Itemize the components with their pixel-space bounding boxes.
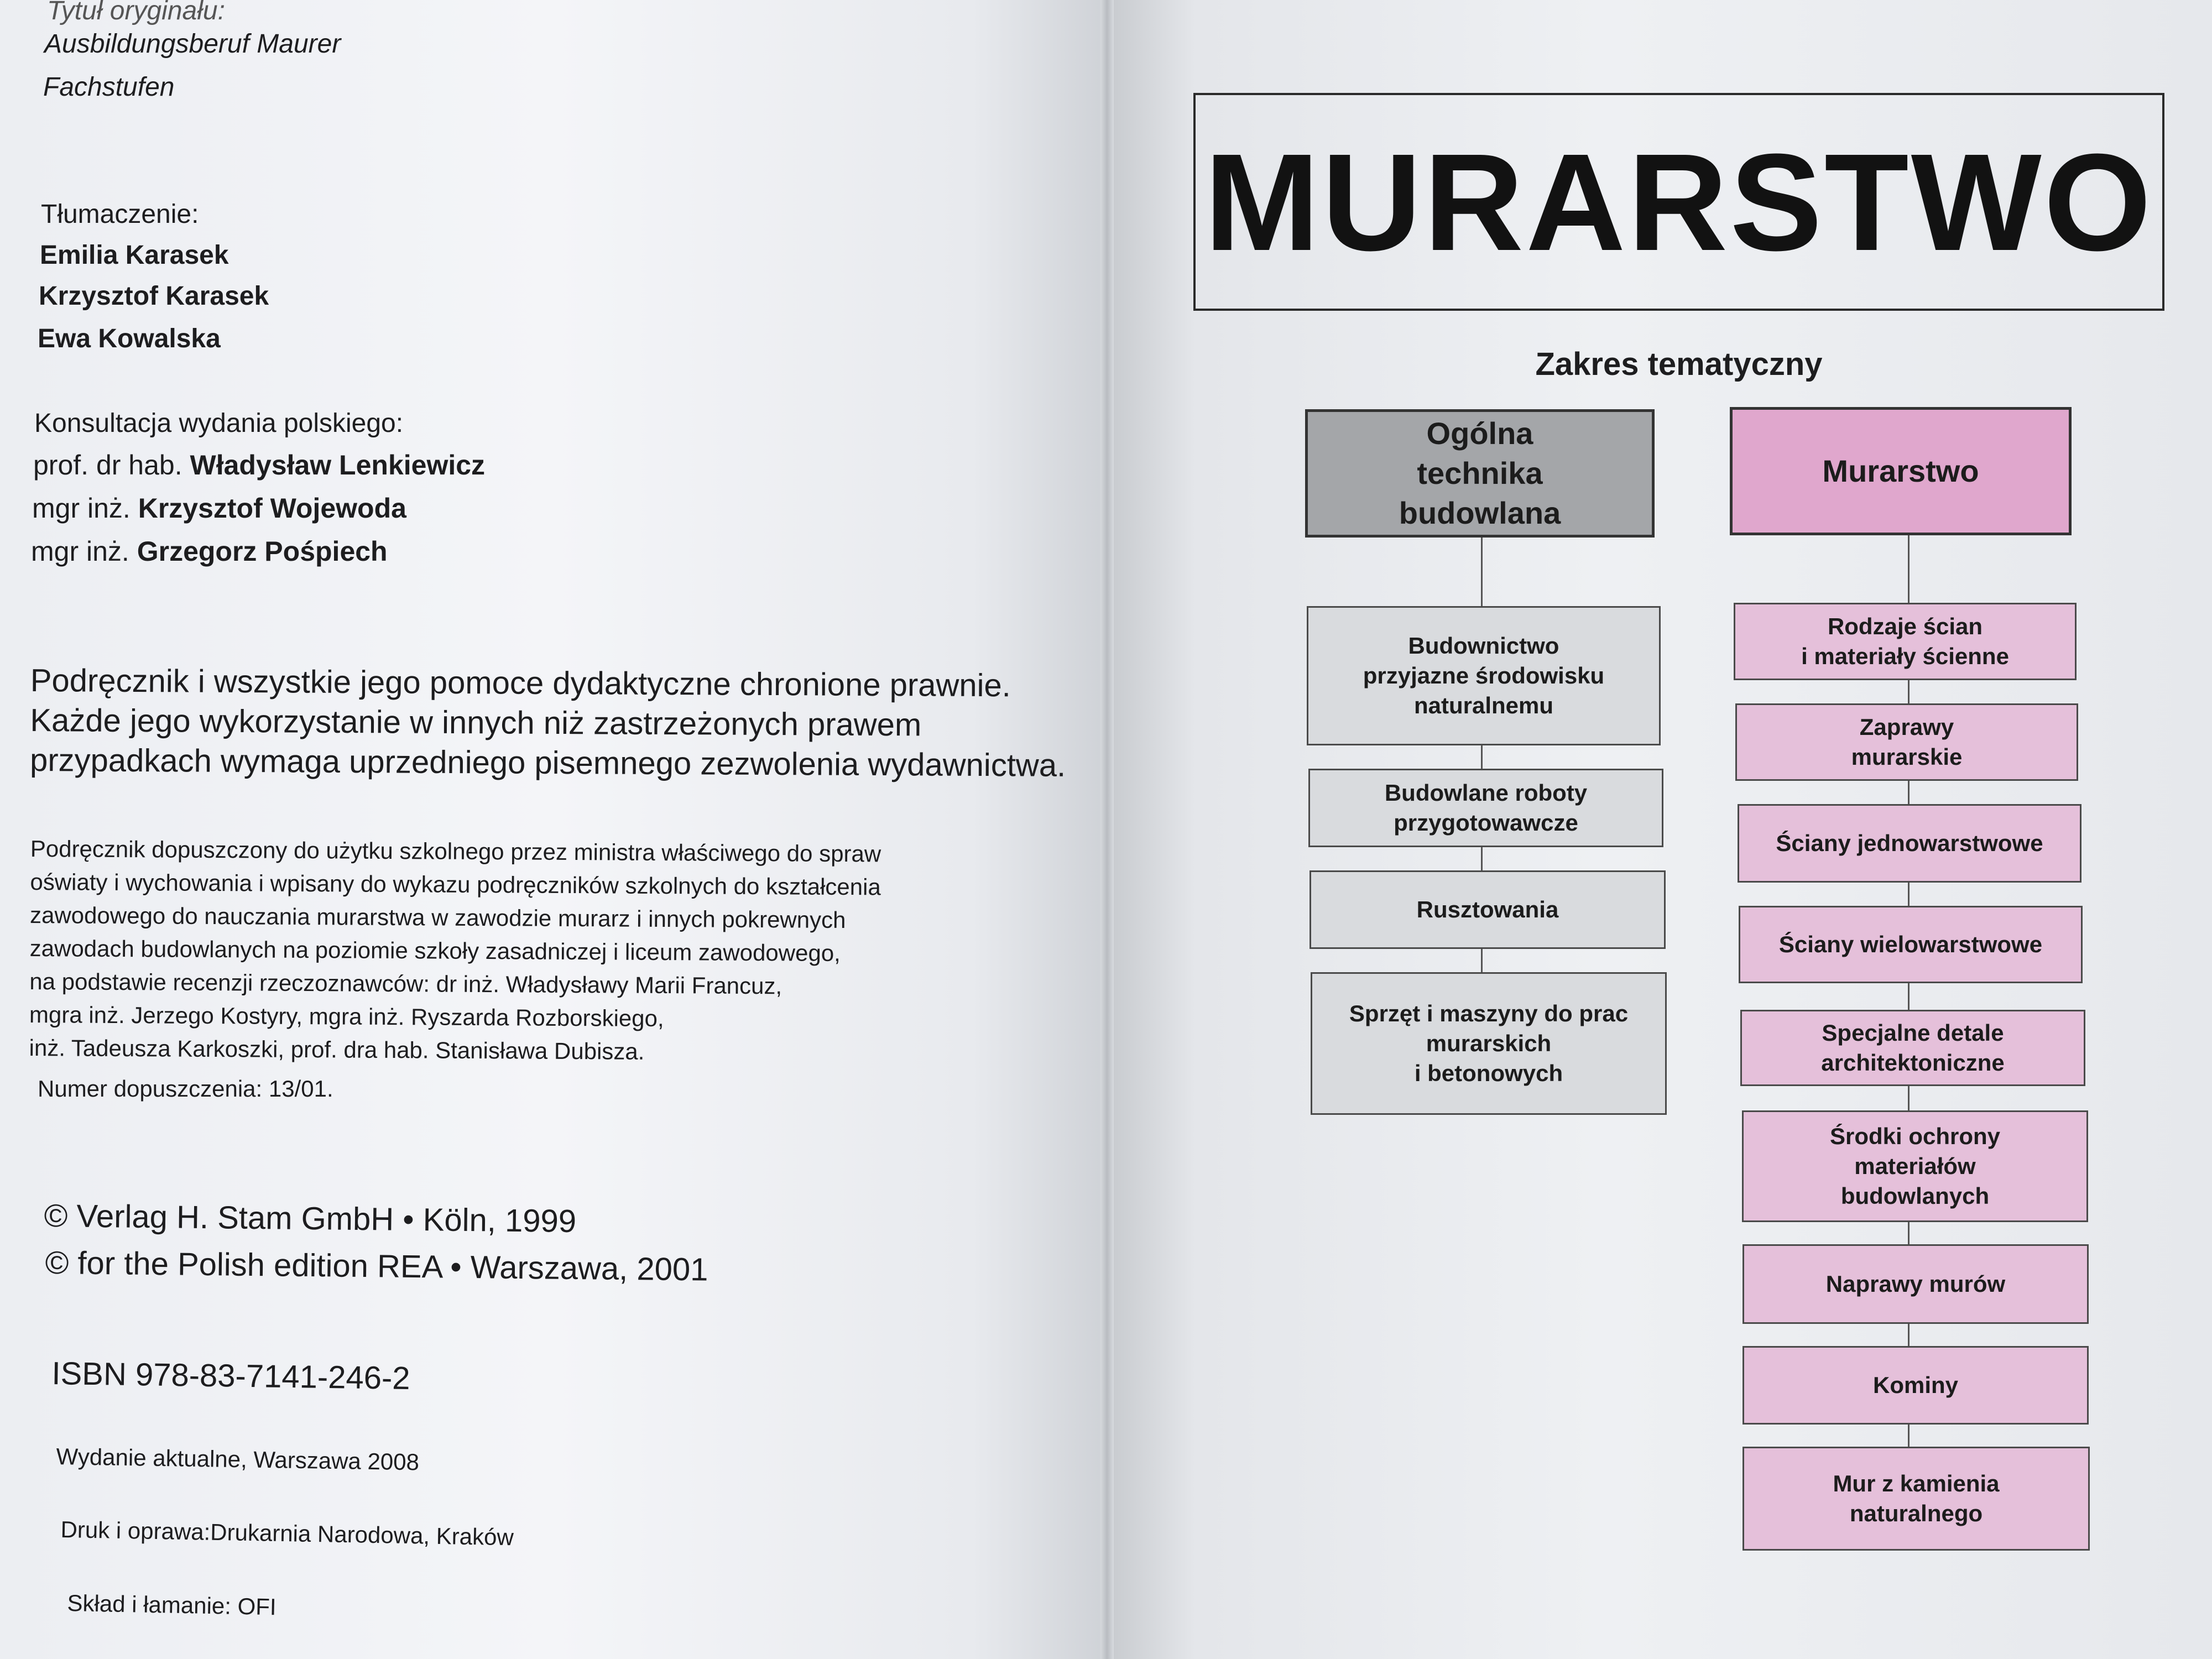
approval-line: Podręcznik dopuszczony do użytku szkolnego przez ministra właściwego do spraw	[30, 835, 881, 867]
topic-node: Mur z kamienia naturalnego	[1743, 1447, 2090, 1551]
original-title-line-1: Ausbildungsberuf Maurer	[44, 29, 341, 59]
approval-line: zawodach budowlanych na poziomie szkoły zasadniczej i liceum zawodowego,	[29, 935, 841, 966]
topic-node: Budowlane roboty przygotowawcze	[1308, 769, 1663, 847]
topic-node: Budownictwo przyjazne środowisku naturalnemu	[1307, 606, 1661, 745]
isbn: ISBN 978-83-7141-246-2	[51, 1355, 411, 1397]
approval-line: mgra inż. Jerzego Kostyry, mgra inż. Ryszarda Rozborskiego,	[29, 1001, 664, 1032]
rights-notice-line: przypadkach wymaga uprzedniego pisemnego zezwolenia wydawnictwa.	[29, 742, 1066, 784]
column-heading-masonry: Murarstwo	[1730, 407, 2072, 535]
consultant-1: prof. dr hab. Władysław Lenkiewicz	[33, 450, 486, 481]
translation-label: Tłumaczenie:	[41, 200, 199, 229]
title-box	[1193, 93, 2164, 311]
book-title: MURARSTWO	[1204, 124, 2154, 279]
topic-node: Rusztowania	[1310, 870, 1666, 949]
approval-number: Numer dopuszczenia: 13/01.	[38, 1076, 333, 1102]
approval-line: oświaty i wychowania i wpisany do wykazu podręczników szkolnych do kształcenia	[30, 868, 881, 900]
topic-node: Ściany jednowarstwowe	[1738, 804, 2081, 883]
rights-notice-line: Podręcznik i wszystkie jego pomoce dydaktyczne chronione prawnie.	[30, 662, 1011, 704]
approval-text	[29, 832, 881, 1070]
approval-line: zawodowego do nauczania murarstwa w zawodzie murarz i innych pokrewnych	[29, 901, 846, 933]
consultation-label: Konsultacja wydania polskiego:	[34, 409, 404, 438]
translator-3: Ewa Kowalska	[38, 324, 221, 353]
topic-node: Środki ochrony materiałów budowlanych	[1742, 1110, 2088, 1222]
topic-node: Specjalne detale architektoniczne	[1740, 1010, 2085, 1086]
approval-line: na podstawie recenzji rzeczoznawców: dr inż. Władysławy Marii Francuz,	[29, 968, 782, 999]
topic-node: Ściany wielowarstwowe	[1739, 906, 2083, 983]
book-gutter	[1100, 0, 1114, 1659]
topic-node: Sprzęt i maszyny do prac murarskich i betonowych	[1311, 972, 1667, 1115]
edition: Wydanie aktualne, Warszawa 2008	[56, 1443, 420, 1475]
topic-scope-heading: Zakres tematyczny	[1535, 346, 1823, 382]
topic-node: Naprawy murów	[1743, 1244, 2089, 1324]
print-info: Druk i oprawa:Drukarnia Narodowa, Kraków	[60, 1516, 514, 1551]
rights-notice	[30, 661, 1066, 786]
translator-1: Emilia Karasek	[40, 241, 229, 270]
topic-node: Zaprawy murarskie	[1735, 703, 2078, 781]
approval-line: inż. Tadeusza Karkoszki, prof. dra hab. Stanisława Dubisza.	[29, 1034, 645, 1065]
original-title-label: Tytuł oryginału:	[47, 0, 225, 25]
translator-2: Krzysztof Karasek	[39, 281, 269, 311]
topic-node: Rodzaje ścian i materiały ścienne	[1734, 603, 2077, 680]
consultant-3: mgr inż. Grzegorz Pośpiech	[31, 536, 388, 567]
rights-notice-line: Każde jego wykorzystanie w innych niż zastrzeżonych prawem	[30, 702, 922, 743]
copyright-2: © for the Polish edition REA • Warszawa, 2001	[45, 1245, 708, 1288]
column-heading-general: Ogólna technika budowlana	[1305, 409, 1655, 538]
typesetting: Skład i łamanie: OFI	[67, 1590, 277, 1620]
copyright-1: © Verlag H. Stam GmbH • Köln, 1999	[44, 1198, 577, 1240]
topic-node: Kominy	[1743, 1346, 2089, 1425]
original-title-line-2: Fachstufen	[43, 72, 175, 102]
consultant-2: mgr inż. Krzysztof Wojewoda	[32, 493, 406, 524]
